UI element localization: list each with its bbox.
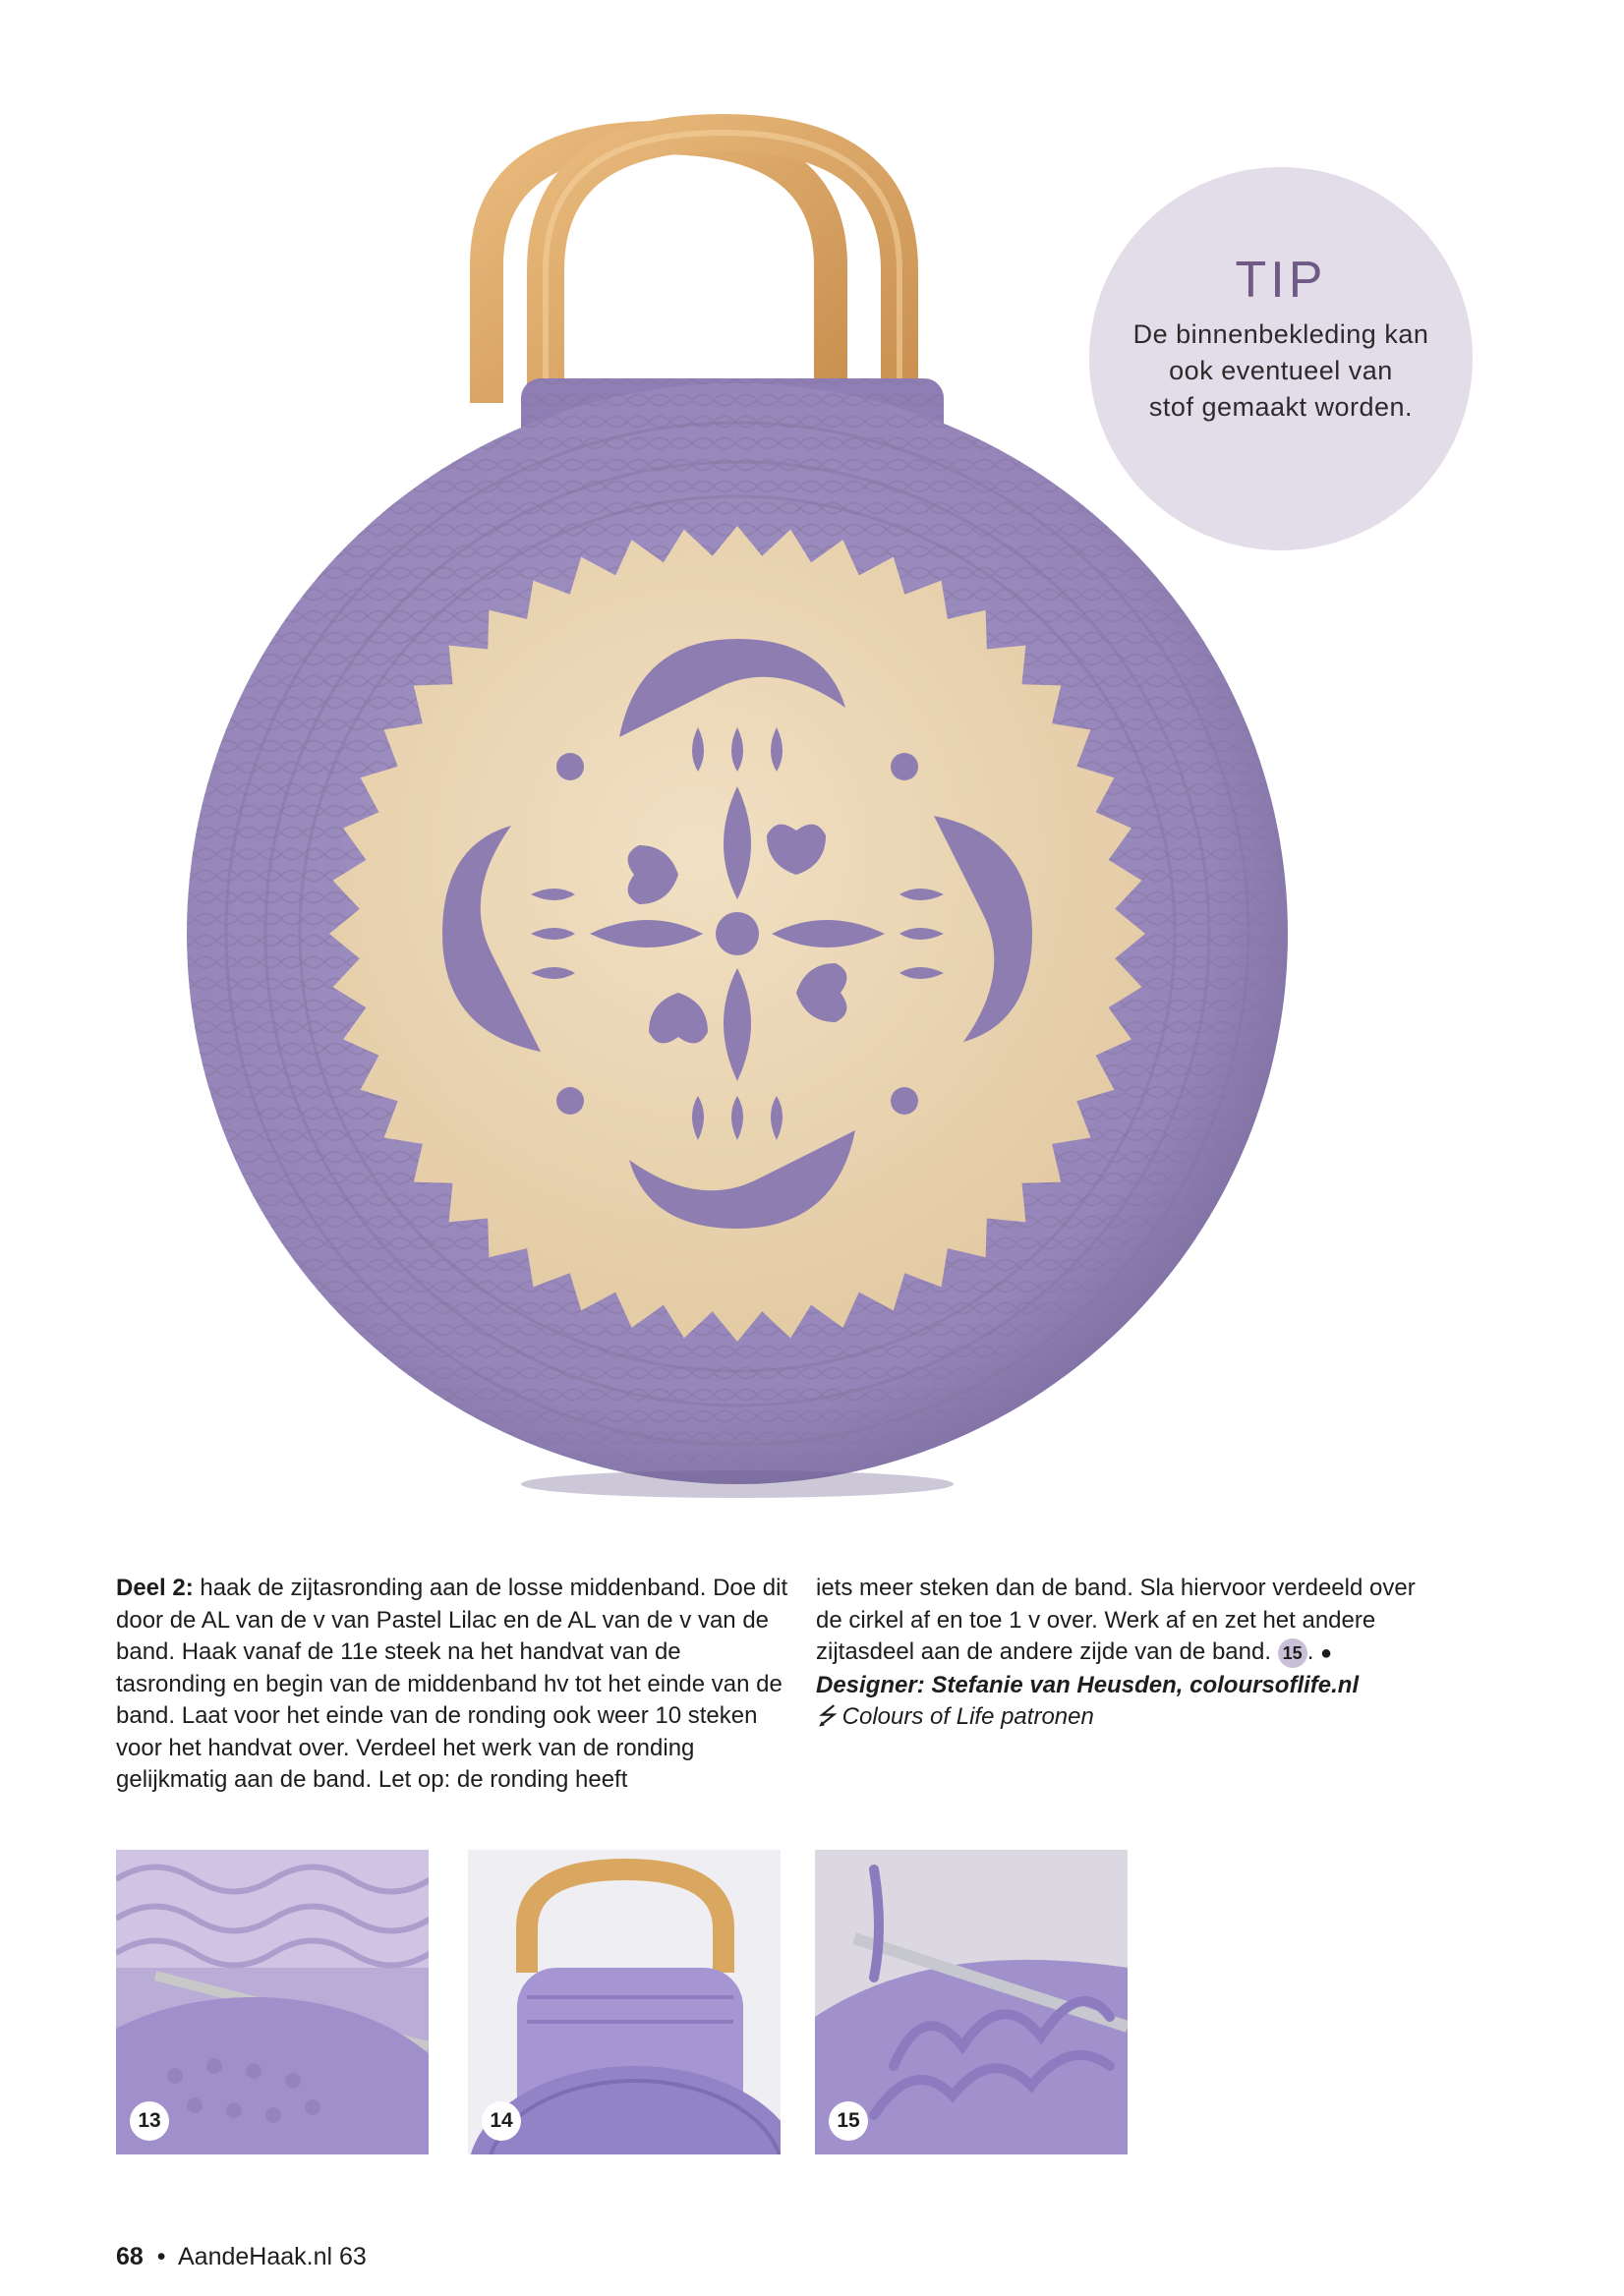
end-mark: ● [1320, 1642, 1333, 1664]
period: . [1306, 1638, 1314, 1665]
step-number-badge: 13 [130, 2101, 169, 2141]
section-lead: Deel 2: [116, 1575, 194, 1601]
footer-separator: • [156, 2243, 166, 2270]
instruction-text: haak de zijtasronding aan de losse middenband. Doe dit door de AL van de v van Pastel Lilac en de AL van de v van de band. Haak vanaf de 11e steek na het handvat van de tasronding en begin van de middenband hv tot het einde van de band. Laat voor het einde van de ronding ook weer 10 steken voor het handvat over. Verdeel het werk van de ronding gelijkmatig aan de band. Let op: de ronding heeft [116, 1575, 788, 1793]
instruction-paragraph [816, 1573, 1445, 1670]
tip-line: De binnenbekleding kan [1132, 319, 1429, 349]
step-photo-15 [815, 1850, 1128, 2154]
body-column-left [116, 1573, 794, 1797]
tip-bubble [1089, 167, 1473, 550]
magazine-name: AandeHaak.nl 63 [178, 2243, 367, 2270]
arrow-icon: ⭍ [816, 1703, 836, 1730]
instruction-text: iets meer steken dan de band. Sla hiervoor verdeeld over de cirkel af en toe 1 v over. Werk af en zet het andere zijtasdeel aan de andere zijde van de band. [816, 1575, 1416, 1665]
body-column-right [816, 1573, 1445, 1734]
step-number-badge: 14 [482, 2101, 521, 2141]
tip-title: TIP [1235, 252, 1327, 309]
tip-line: stof gemaakt worden. [1148, 392, 1414, 422]
tip-line: ook eventueel van [1169, 356, 1393, 385]
step-number-badge: 15 [829, 2101, 868, 2141]
step-reference: 15 [1278, 1638, 1307, 1668]
tip-text [1119, 316, 1443, 426]
pattern-link-text: Colours of Life patronen [841, 1703, 1094, 1730]
page-number: 68 [116, 2243, 144, 2270]
step-photo-13 [116, 1850, 429, 2154]
pattern-link[interactable] [816, 1701, 1445, 1734]
instruction-paragraph [116, 1573, 794, 1797]
page-footer [116, 2243, 367, 2271]
step-photo-14 [468, 1850, 781, 2154]
designer-credit: Designer: Stefanie van Heusden, coloursoflife.nl [816, 1671, 1360, 1698]
